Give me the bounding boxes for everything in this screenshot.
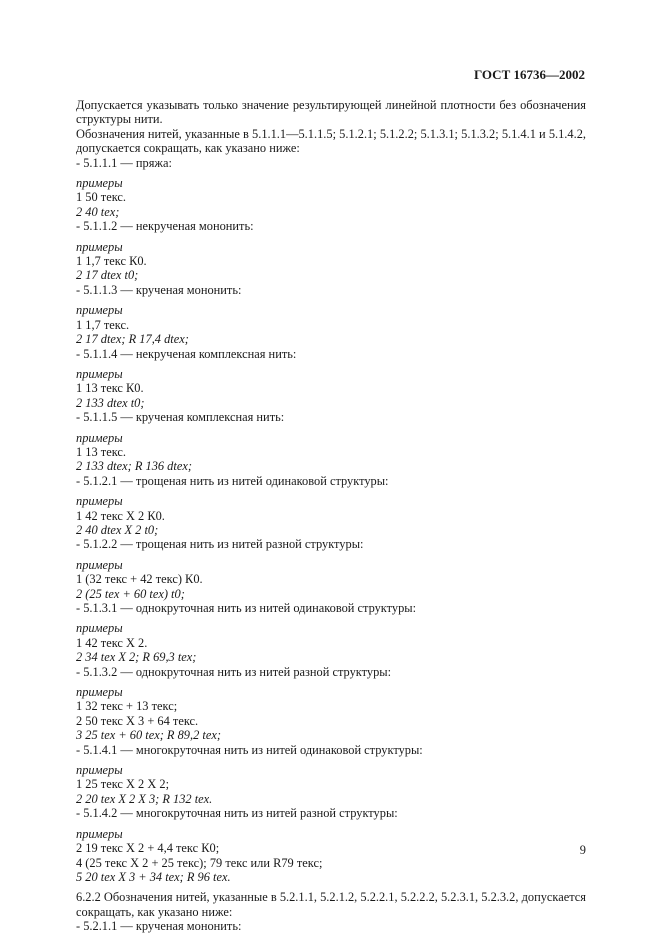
example-line: 1 13 текс К0.	[76, 381, 144, 396]
list-item: - 5.1.1.3 — крученая мононить:	[76, 282, 242, 297]
examples-label: примеры	[76, 239, 123, 254]
examples-list	[76, 156, 586, 885]
example-line: 2 (25 tex + 60 tex) t0;	[76, 586, 185, 601]
example-line: 3 25 tex + 60 tex; R 89,2 tex;	[76, 728, 221, 743]
examples-label: примеры	[76, 494, 123, 509]
list-item: - 5.1.1.2 — некрученая мононить:	[76, 219, 254, 234]
example-line: 1 50 текс.	[76, 190, 127, 205]
examples-label: примеры	[76, 366, 123, 381]
intro-paragraph-2: Обозначения нитей, указанные в 5.1.1.1—5.1.1.5; 5.1.2.1; 5.1.2.2; 5.1.3.1; 5.1.3.2; 5.1.4.1 и 5.1.4.2, допускается сокращать, как указано ниже:	[76, 126, 586, 156]
example-line: 2 40 dtex X 2 t0;	[76, 522, 159, 537]
example-line: 5 20 tex X 3 + 34 tex; R 96 tex.	[76, 869, 231, 884]
list-item: - 5.1.2.2 — трощеная нить из нитей разной структуры:	[76, 537, 364, 552]
example-line: 2 17 dtex; R 17,4 dtex;	[76, 332, 189, 347]
examples-label: примеры	[76, 685, 123, 700]
list-item: - 5.1.1.5 — крученая комплексная нить:	[76, 410, 285, 425]
example-line: 4 (25 текс Х 2 + 25 текс); 79 текс или R79 текс;	[76, 855, 323, 870]
example-line: 2 133 dtex t0;	[76, 395, 145, 410]
example-line: 2 34 tex X 2; R 69,3 tex;	[76, 650, 197, 665]
page-number: 9	[579, 843, 586, 857]
examples-label: примеры	[76, 621, 123, 636]
examples-label: примеры	[76, 176, 123, 191]
intro-paragraph-1: Допускается указывать только значение результирующей линейной плотности без обозначения структуры нити.	[76, 98, 586, 127]
list-item: - 5.1.1.1 — пряжа:	[76, 155, 172, 170]
list-item: - 5.1.1.4 — некрученая комплексная нить:	[76, 346, 297, 361]
example-line: 2 40 tex;	[76, 204, 120, 219]
list-item: - 5.1.4.1 — многокруточная нить из нитей одинаковой структуры:	[76, 742, 423, 757]
examples-label: примеры	[76, 303, 123, 318]
list-item: - 5.1.3.1 — однокруточная нить из нитей одинаковой структуры:	[76, 601, 417, 615]
example-line: 1 13 текс.	[76, 444, 127, 459]
example-line: 1 42 текс Х 2.	[76, 635, 148, 650]
document-header: ГОСТ 16736—2002	[473, 67, 585, 82]
document-body	[76, 98, 586, 934]
list-item: - 5.1.2.1 — трощеная нить из нитей одинаковой структуры:	[76, 473, 389, 488]
examples-label: примеры	[76, 430, 123, 445]
example-line: 1 (32 текс + 42 текс) К0.	[76, 572, 203, 587]
example-line: 1 1,7 текс К0.	[76, 254, 147, 269]
example-line: 1 1,7 текс.	[76, 317, 130, 332]
example-line: 2 17 dtex t0;	[76, 268, 139, 283]
example-line: 1 32 текс + 13 текс;	[76, 699, 178, 714]
example-line: 2 19 текс Х 2 + 4,4 текс К0;	[76, 841, 220, 856]
examples-label: примеры	[76, 557, 123, 572]
example-line: 2 50 текс Х 3 + 64 текс.	[76, 713, 199, 728]
examples-label: примеры	[76, 763, 123, 778]
example-line: 2 20 tex X 2 X 3; R 132 tex.	[76, 791, 213, 806]
list-item: - 5.1.4.2 — многокруточная нить из нитей разной структуры:	[76, 806, 398, 821]
last-list-item: - 5.2.1.1 — крученая мононить:	[76, 919, 242, 934]
list-item: - 5.1.3.2 — однокруточная нить из нитей разной структуры:	[76, 664, 392, 679]
example-line: 2 133 dtex; R 136 dtex;	[76, 459, 192, 474]
section-6-2-2: 6.2.2 Обозначения нитей, указанные в 5.2.1.1, 5.2.1.2, 5.2.2.1, 5.2.2.2, 5.2.3.1, 5.2.3.2, допускается сокращать, как указано ниже:	[76, 890, 586, 919]
examples-label: примеры	[76, 826, 123, 841]
example-line: 1 42 текс Х 2 К0.	[76, 508, 165, 523]
example-line: 1 25 текс Х 2 Х 2;	[76, 777, 170, 792]
